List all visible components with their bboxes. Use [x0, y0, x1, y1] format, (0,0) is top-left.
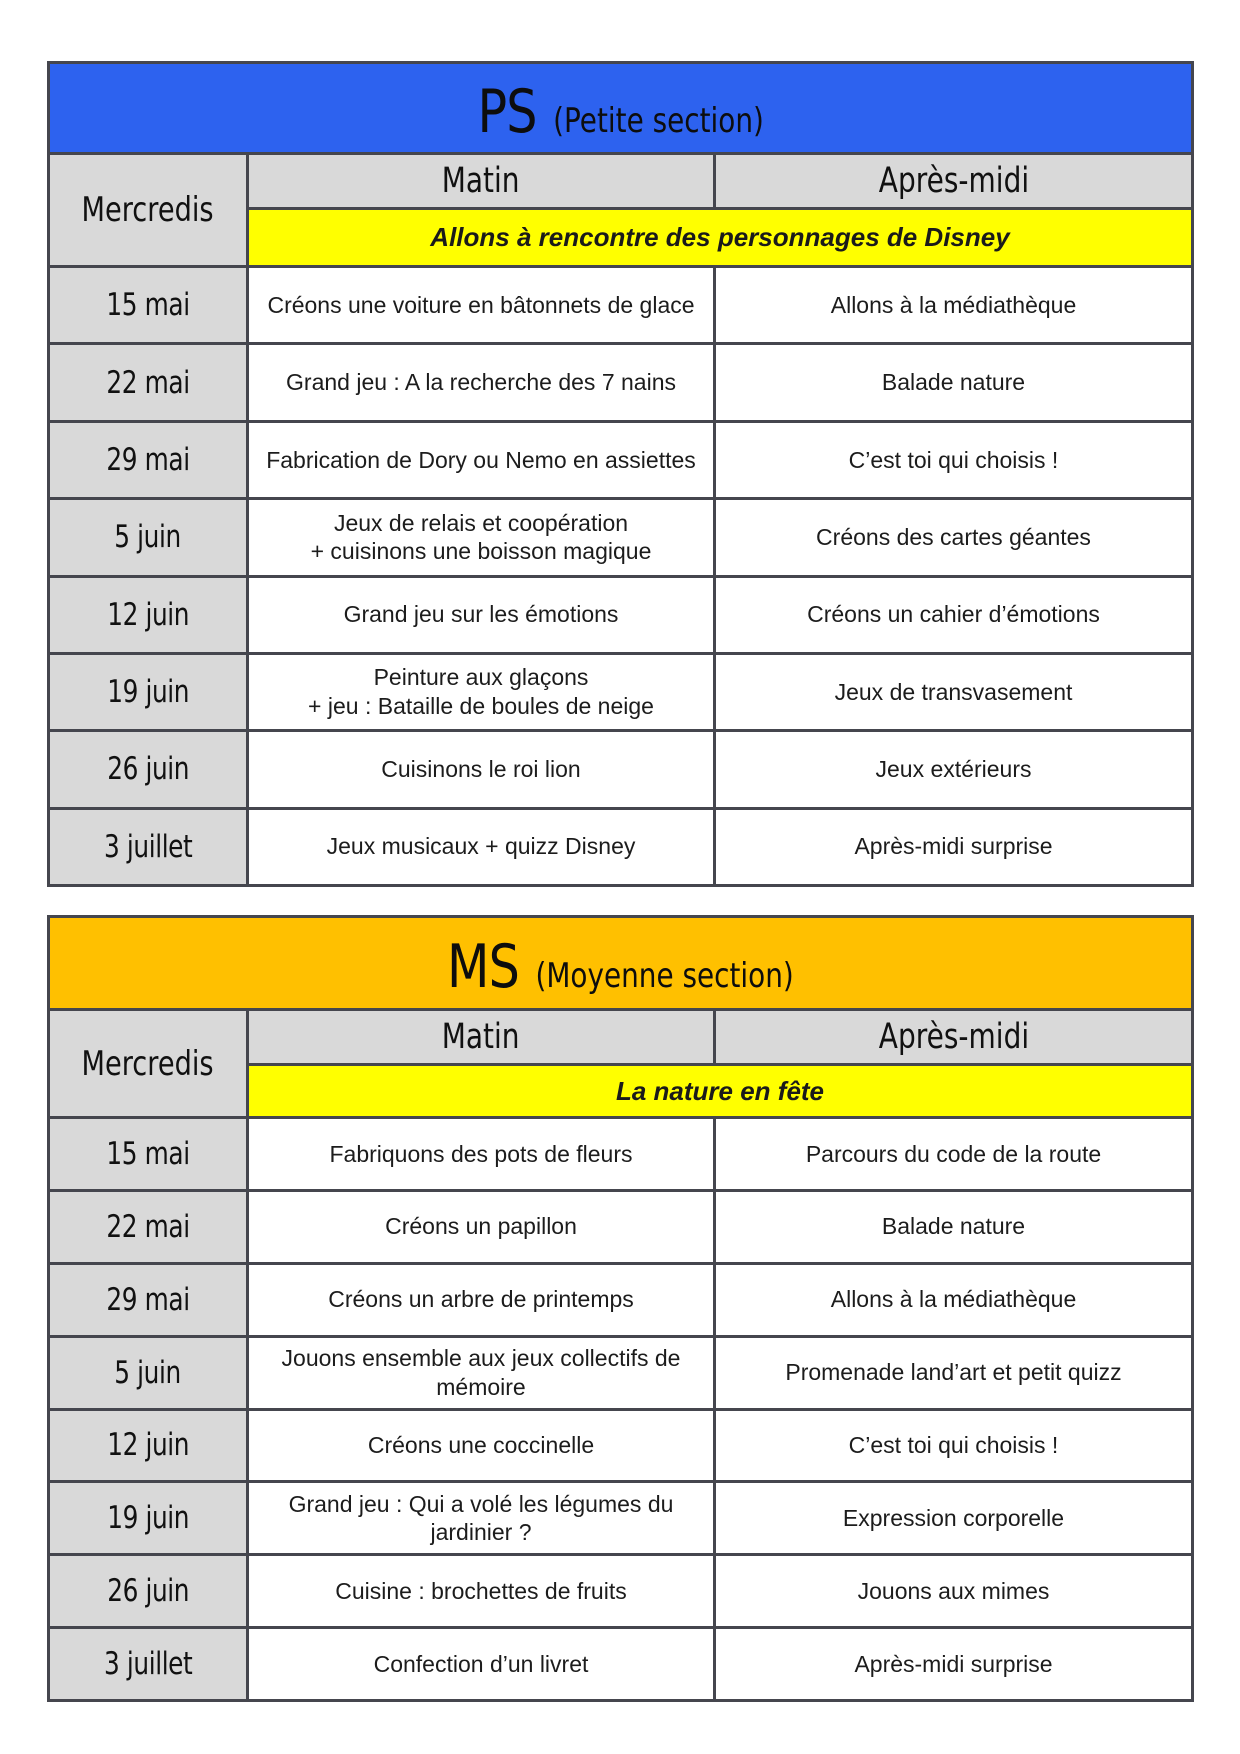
- section-code: PS: [477, 77, 537, 147]
- morning-activity-cell: [249, 732, 713, 806]
- morning-activity-text: Créons une coccinelle: [367, 1432, 595, 1459]
- date-label: 19 juin: [107, 674, 189, 711]
- afternoon-activity-cell: [716, 578, 1191, 652]
- afternoon-column-header: [716, 155, 1191, 207]
- afternoon-activity-cell: [716, 1119, 1191, 1189]
- morning-activity-cell: [249, 1265, 713, 1335]
- morning-column-header: [249, 155, 713, 207]
- afternoon-activity-text: Parcours du code de la route: [805, 1140, 1102, 1167]
- date-label: 26 juin: [107, 751, 189, 788]
- ms-title-banner: [50, 918, 1191, 1008]
- afternoon-activity-text: Allons à la médiathèque: [830, 291, 1077, 318]
- afternoon-activity-text: Allons à la médiathèque: [830, 1286, 1077, 1313]
- day-column-header-label: Mercredis: [81, 190, 215, 230]
- date-cell: [50, 732, 246, 806]
- afternoon-activity-cell: [716, 732, 1191, 806]
- morning-activity-text: Créons une voiture en bâtonnets de glace: [267, 291, 695, 318]
- afternoon-activity-text: Après-midi surprise: [854, 833, 1053, 860]
- date-label: 26 juin: [107, 1573, 189, 1610]
- date-cell: [50, 1411, 246, 1481]
- afternoon-column-header-label: Après-midi: [878, 161, 1029, 201]
- date-cell: [50, 1119, 246, 1189]
- afternoon-column-header-label: Après-midi: [878, 1017, 1029, 1057]
- morning-activity-text: Grand jeu : A la recherche des 7 nains: [286, 369, 676, 396]
- morning-activity-cell: [249, 268, 713, 342]
- afternoon-activity-text: Créons un cahier d’émotions: [807, 601, 1100, 628]
- afternoon-activity-cell: [716, 1629, 1191, 1699]
- theme-banner: [249, 1066, 1191, 1116]
- morning-activity-text: Peinture aux glaçons + jeu : Bataille de boules de neige: [308, 664, 654, 720]
- date-cell: [50, 655, 246, 729]
- morning-activity-cell: [249, 345, 713, 419]
- section-code: MS: [447, 932, 520, 1002]
- date-label: 5 juin: [114, 519, 182, 556]
- morning-activity-cell: [249, 1119, 713, 1189]
- ms-schedule-table: [47, 915, 1194, 1702]
- date-cell: [50, 1265, 246, 1335]
- morning-activity-cell: [249, 1411, 713, 1481]
- date-cell: [50, 423, 246, 497]
- day-column-header: [50, 1011, 246, 1116]
- date-label: 12 juin: [107, 596, 189, 633]
- section-title: [447, 932, 794, 1002]
- afternoon-activity-text: Balade nature: [881, 369, 1026, 396]
- date-label: 12 juin: [107, 1427, 189, 1464]
- date-label: 3 juillet: [103, 828, 193, 865]
- date-label: 29 mai: [106, 1281, 190, 1318]
- afternoon-activity-cell: [716, 1192, 1191, 1262]
- date-cell: [50, 1483, 246, 1553]
- theme-banner: [249, 210, 1191, 265]
- afternoon-activity-text: Jouons aux mimes: [857, 1577, 1050, 1604]
- day-column-header-label: Mercredis: [81, 1043, 215, 1084]
- morning-activity-cell: [249, 1338, 713, 1408]
- morning-activity-text: Créons un arbre de printemps: [328, 1286, 634, 1313]
- afternoon-activity-text: Balade nature: [881, 1213, 1026, 1240]
- morning-activity-cell: [249, 1556, 713, 1626]
- date-cell: [50, 1629, 246, 1699]
- morning-activity-cell: [249, 810, 713, 884]
- date-cell: [50, 268, 246, 342]
- date-label: 22 mai: [106, 1208, 190, 1245]
- date-cell: [50, 1556, 246, 1626]
- date-cell: [50, 578, 246, 652]
- afternoon-activity-cell: [716, 500, 1191, 574]
- morning-activity-text: Jeux de relais et coopération + cuisinons une boisson magique: [310, 509, 652, 565]
- date-label: 5 juin: [114, 1354, 182, 1391]
- afternoon-activity-text: C’est toi qui choisis !: [848, 446, 1059, 473]
- date-label: 15 mai: [106, 287, 190, 324]
- date-label: 29 mai: [106, 441, 190, 478]
- afternoon-activity-cell: [716, 655, 1191, 729]
- morning-activity-text: Jouons ensemble aux jeux collectifs de mémoire: [281, 1344, 681, 1400]
- morning-column-header-label: Matin: [442, 1017, 520, 1057]
- morning-activity-cell: [249, 423, 713, 497]
- afternoon-activity-cell: [716, 810, 1191, 884]
- afternoon-activity-cell: [716, 345, 1191, 419]
- afternoon-column-header: [716, 1011, 1191, 1063]
- afternoon-activity-cell: [716, 1265, 1191, 1335]
- ps-schedule-table: [47, 61, 1194, 887]
- afternoon-activity-text: Expression corporelle: [842, 1504, 1065, 1531]
- afternoon-activity-text: Promenade land’art et petit quizz: [785, 1359, 1122, 1386]
- afternoon-activity-text: C’est toi qui choisis !: [848, 1432, 1059, 1459]
- date-label: 3 juillet: [103, 1646, 193, 1683]
- date-label: 19 juin: [107, 1500, 189, 1537]
- morning-activity-text: Grand jeu sur les émotions: [343, 601, 619, 628]
- afternoon-activity-cell: [716, 1338, 1191, 1408]
- afternoon-activity-cell: [716, 1483, 1191, 1553]
- morning-activity-text: Créons un papillon: [385, 1213, 577, 1240]
- section-label: (Moyenne section): [535, 956, 794, 996]
- morning-activity-cell: [249, 500, 713, 574]
- morning-activity-text: Confection d’un livret: [373, 1650, 589, 1677]
- date-cell: [50, 500, 246, 574]
- morning-column-header-label: Matin: [442, 161, 520, 201]
- afternoon-activity-cell: [716, 268, 1191, 342]
- day-column-header: [50, 155, 246, 265]
- theme-text: La nature en fête: [615, 1075, 825, 1106]
- morning-activity-text: Fabrication de Dory ou Nemo en assiettes: [266, 446, 696, 473]
- afternoon-activity-cell: [716, 423, 1191, 497]
- date-cell: [50, 1338, 246, 1408]
- theme-text: Allons à rencontre des personnages de Disney: [430, 222, 1010, 252]
- afternoon-activity-text: Jeux extérieurs: [875, 756, 1032, 783]
- morning-activity-cell: [249, 578, 713, 652]
- morning-activity-cell: [249, 1629, 713, 1699]
- morning-activity-cell: [249, 1192, 713, 1262]
- date-cell: [50, 1192, 246, 1262]
- morning-activity-text: Cuisinons le roi lion: [381, 756, 581, 783]
- morning-activity-cell: [249, 655, 713, 729]
- date-cell: [50, 810, 246, 884]
- date-label: 15 mai: [106, 1135, 190, 1172]
- morning-activity-text: Grand jeu : Qui a volé les légumes du jardinier ?: [288, 1490, 674, 1546]
- afternoon-activity-cell: [716, 1556, 1191, 1626]
- date-label: 22 mai: [106, 364, 190, 401]
- afternoon-activity-text: Jeux de transvasement: [834, 678, 1073, 705]
- morning-activity-cell: [249, 1483, 713, 1553]
- section-title: [477, 77, 763, 147]
- afternoon-activity-cell: [716, 1411, 1191, 1481]
- afternoon-activity-text: Créons des cartes géantes: [816, 523, 1091, 550]
- section-label: (Petite section): [552, 101, 764, 141]
- morning-activity-text: Cuisine : brochettes de fruits: [335, 1577, 627, 1604]
- ps-title-banner: [50, 64, 1191, 152]
- date-cell: [50, 345, 246, 419]
- morning-activity-text: Jeux musicaux + quizz Disney: [326, 833, 636, 860]
- afternoon-activity-text: Après-midi surprise: [854, 1650, 1053, 1677]
- morning-column-header: [249, 1011, 713, 1063]
- morning-activity-text: Fabriquons des pots de fleurs: [329, 1140, 633, 1167]
